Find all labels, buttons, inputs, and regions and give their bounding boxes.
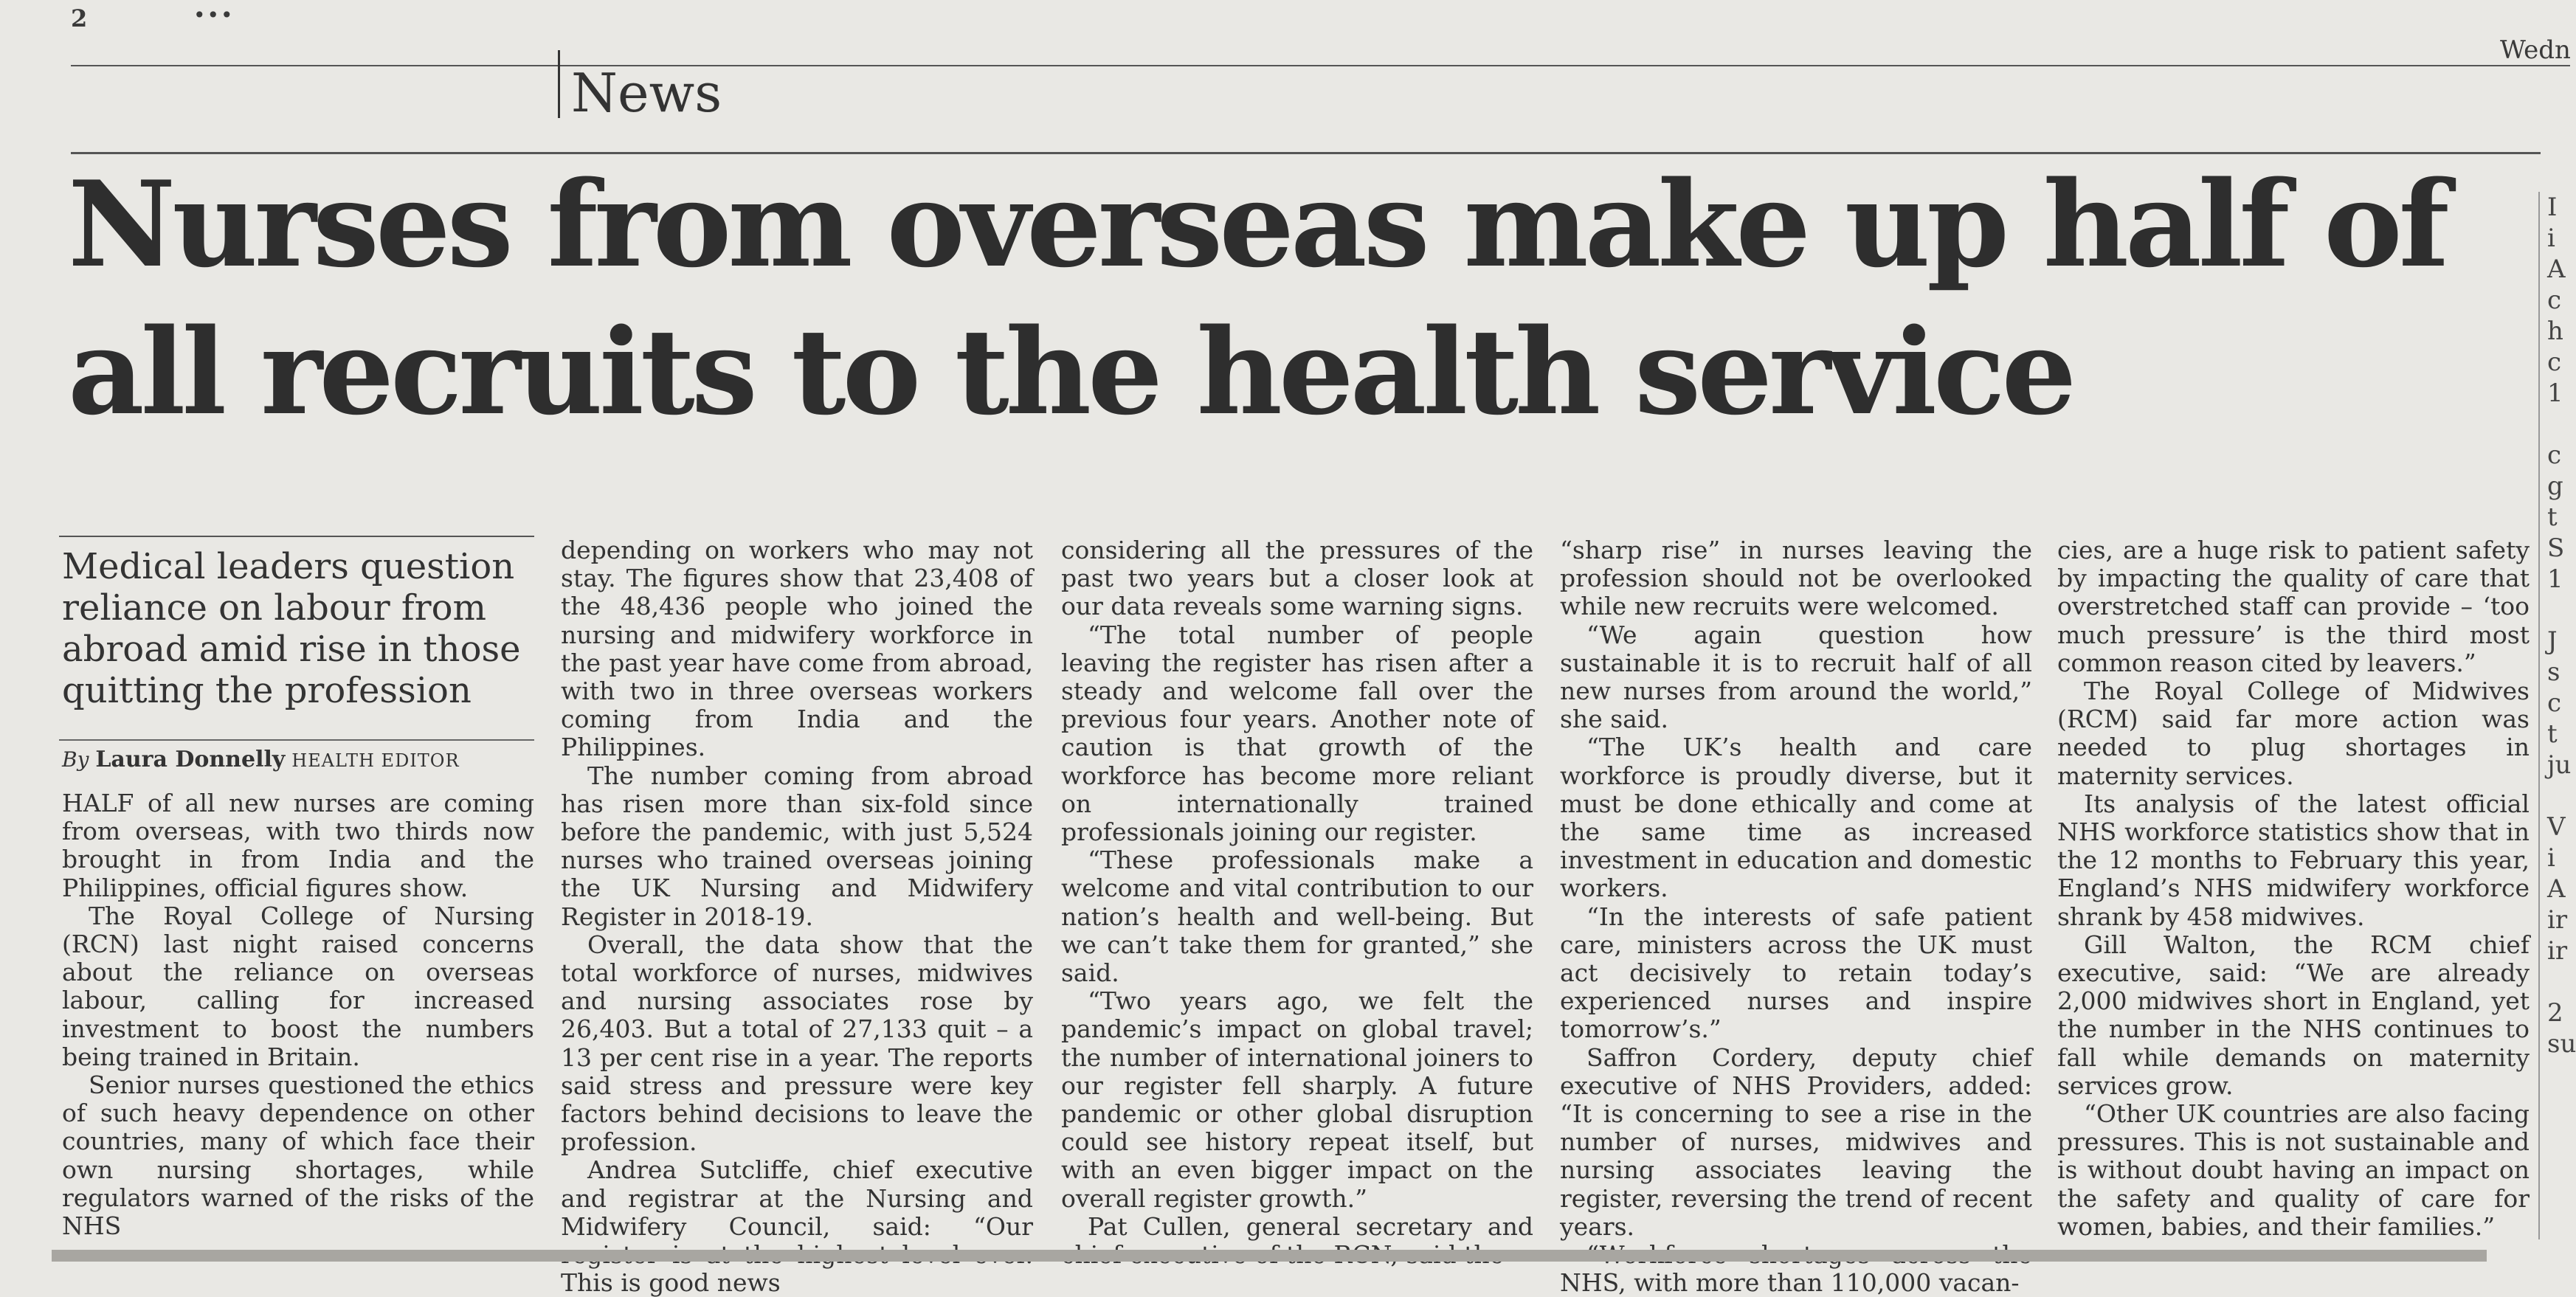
paragraph: Senior nurses questioned the ethics of such heavy dependence on other countries, many of which face their own nursing shortages, while regulators warned of the risks of the NHS xyxy=(62,1071,534,1241)
paragraph: Pat Cullen, general secretary and xyxy=(1088,1211,1533,1241)
ornament-dots: ••• xyxy=(193,3,235,27)
section-label: News xyxy=(571,62,722,124)
page-number: 2 xyxy=(71,4,88,32)
paragraph: Saffron Cordery, deputy chief executive of NHS Providers, added: “It is concerning to see a rise in the number of nurses, midwives and nursing associates leaving the register, reversing the trend of recent years. xyxy=(1560,1042,2032,1241)
edge-fragment: S xyxy=(2547,533,2565,563)
byline-role: HEALTH EDITOR xyxy=(291,750,460,771)
paragraph: cies, are a huge risk to patient safety by impacting the quality of care that overstretched staff can provide – ‘too much pressure’ is the third most common reason cited by leavers.” xyxy=(2057,536,2530,677)
paragraph: Andrea Sutcliffe, chief executive and registrar at the Nursing and Midwifery Council, said: “Our This is good news xyxy=(561,1155,1033,1297)
paragraph: considering all the pressures of the past two years but a closer look at our data reveals some warning signs. xyxy=(1061,536,1533,621)
paragraph: The Royal College of Midwives (RCM) said far more action was needed to plug shortages in maternity services. xyxy=(2057,677,2530,790)
paragraph: “sharp rise” in nurses leaving the profession should not be overlooked while new recruits were welcomed. xyxy=(1560,536,2032,621)
edge-fragment xyxy=(2547,409,2570,440)
edge-fragment: c xyxy=(2547,347,2562,377)
paragraph: HALF of all new nurses are coming from overseas, with two thirds now brought in from India and the Philippines, official figures show. xyxy=(62,789,534,902)
edge-fragment: h xyxy=(2547,317,2563,346)
edge-fragment: I xyxy=(2547,193,2558,222)
edge-fragment: 2 xyxy=(2547,998,2563,1028)
edge-fragment: ir xyxy=(2547,936,2568,966)
top-rule xyxy=(71,65,2570,66)
byline xyxy=(62,744,534,777)
standfirst: Medical leaders question reliance on labour from abroad amid rise in those quitting the profession xyxy=(62,546,521,711)
article-column-4 xyxy=(1560,536,2032,1297)
byline-by: By xyxy=(62,747,89,772)
edge-fragment: c xyxy=(2547,286,2562,315)
edge-fragment: c xyxy=(2547,688,2562,718)
paragraph: “Other UK countries are also facing pressures. This is not sustainable and is without doubt having an impact on the safety and quality of care for women, babies, and their families.” xyxy=(2057,1099,2530,1241)
paragraph: depending on workers who may not stay. The figures show that 23,408 of the 48,436 people who joined the nursing and midwifery workforce in the past year have come from abroad, with two in three overseas workers coming from India and the Philippines. xyxy=(561,536,1033,762)
edge-fragment: 1 xyxy=(2547,378,2563,408)
paragraph: “Two years ago, we felt the pandemic’s impact on global travel; the number of international joiners to our register fell sharply. A future pandemic or other global disruption could see history repeat itself, but with an even bigger impact on the overall register growth.” xyxy=(1061,986,1533,1213)
paragraph: Its analysis of the latest official NHS workforce statistics show that in the 12 months to February this year, England’s NHS midwifery workforce shrank by 458 midwives. xyxy=(2057,789,2530,931)
section-divider xyxy=(558,50,560,118)
paragraph: “These professionals make a welcome and vital contribution to our nation’s health and well-being. But we can’t take them for granted,” she said. xyxy=(1061,845,1533,988)
edge-fragment: ju xyxy=(2547,750,2572,780)
paragraph: “The total number of people leaving the register has risen after a steady and welcome fall over the previous four years. Another note of caution is that growth of the workforce has become more reliant on internationally trained professionals joining our register. xyxy=(1061,620,1533,847)
date-fragment: Wedn xyxy=(2500,35,2571,65)
deck-rule xyxy=(59,536,534,537)
paragraph: “The UK’s health and care workforce is proudly diverse, but it must be done ethically and come at the same time as increased investment in education and domestic workers. xyxy=(1560,733,2032,903)
article-column-5 xyxy=(2057,536,2530,1241)
edge-fragment: su xyxy=(2547,1029,2576,1059)
edge-fragment: V xyxy=(2547,812,2566,842)
edge-fragment: s xyxy=(2547,657,2561,687)
edge-fragment: J xyxy=(2547,626,2558,656)
edge-fragment: t xyxy=(2547,719,2558,749)
column-divider xyxy=(2538,192,2540,1239)
edge-fragment: c xyxy=(2547,440,2562,470)
article-column-3 xyxy=(1061,536,1533,1269)
paragraph: Overall, the data show that the total workforce of nurses, midwives and nursing associates rose by 26,403. But a total of 27,133 quit – a 13 per cent rise in a year. The reports said stress and pressure were key factors behind decisions to leave the profession. xyxy=(561,930,1033,1157)
adjacent-article-edge xyxy=(2547,192,2576,1059)
edge-fragment: t xyxy=(2547,502,2558,532)
headline: Nurses from overseas make up half of all recruits to the health service xyxy=(68,155,2446,441)
page-bottom-edge xyxy=(52,1250,2487,1262)
paragraph: “We again question how sustainable it is to recruit half of all new nurses from around the world,” she said. xyxy=(1560,620,2032,734)
edge-fragment xyxy=(2547,966,2570,997)
byline-rule xyxy=(59,739,534,741)
article-column-2 xyxy=(561,536,1033,1297)
edge-fragment: i xyxy=(2547,843,2555,873)
article-column-1 xyxy=(62,789,534,1240)
edge-fragment xyxy=(2547,781,2570,812)
edge-fragment: g xyxy=(2547,471,2563,501)
edge-fragment: ir xyxy=(2547,905,2568,935)
edge-fragment: A xyxy=(2547,255,2566,284)
paragraph: NHS, with more than 110,000 vacan- xyxy=(1560,1268,2020,1297)
paragraph: The number coming from abroad has risen more than six-fold since before the pandemic, with just 5,524 nurses who trained overseas joining the UK Nursing and Midwifery Register in 2018-19. xyxy=(561,761,1033,931)
edge-fragment xyxy=(2547,595,2570,626)
paragraph: The Royal College of Nursing (RCN) last night raised concerns about the reliance on overseas labour, calling for increased investment to boost the numbers being trained in Britain. xyxy=(62,901,534,1071)
byline-author: Laura Donnelly xyxy=(95,747,286,772)
paragraph: Gill Walton, the RCM chief executive, said: “We are already 2,000 midwives short in England, yet the number in the NHS continues to fall while demands on maternity services grow. xyxy=(2057,930,2530,1100)
edge-fragment: i xyxy=(2547,224,2555,253)
paragraph: “In the interests of safe patient care, ministers across the UK must act decisively to retain today’s experienced nurses and inspire tomorrow’s.” xyxy=(1560,902,2032,1044)
edge-fragment: 1 xyxy=(2547,564,2563,594)
edge-fragment: A xyxy=(2547,874,2566,904)
